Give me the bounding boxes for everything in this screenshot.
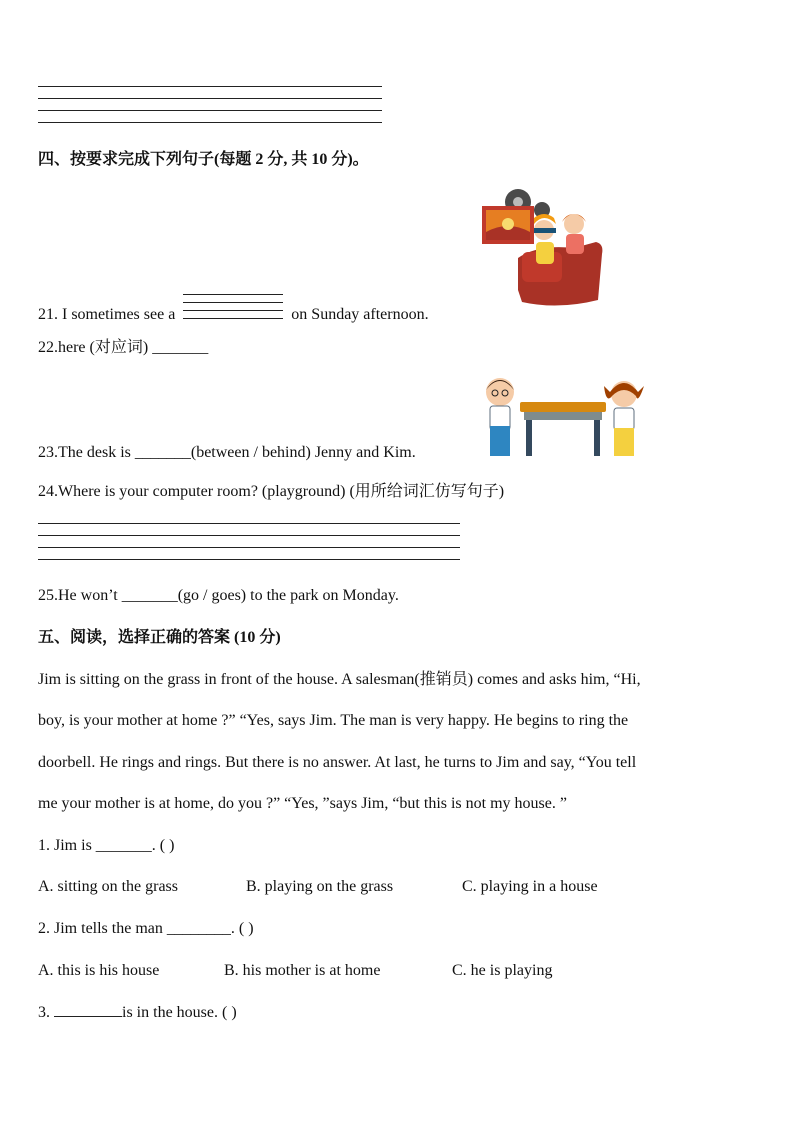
section5-heading: 五、阅读，选择正确的答案 (10 分) [38,629,281,646]
q21-text-before: 21. I sometimes see a [38,306,176,323]
passage-line-1: Jim is sitting on the grass in front of the house. A salesman(推销员) comes and asks him, “Hi, [38,671,641,688]
passage-line-4: me your mother is at home, do you ?” “Yes, ”says Jim, “but this is not my house. ” [38,795,567,812]
passage-line-3: doorbell. He rings and rings. But there is no answer. At last, he turns to Jim and say, “You tell [38,754,637,771]
section4-heading: 四、按要求完成下列句子(每题 2 分, 共 10 分)。 [38,151,369,168]
mc-question-3 [38,1002,237,1023]
q24-writing-lines[interactable] [38,523,460,563]
q1-option-c[interactable]: C. playing in a house [462,878,598,895]
q21-text-after: on Sunday afternoon. [291,306,429,323]
desk-illustration [478,374,650,462]
question-23: 23.The desk is _______(between / behind) Jenny and Kim. [38,444,416,461]
passage-line-2: boy, is your mother at home ?” “Yes, says Jim. The man is very happy. He begins to ring the [38,712,629,729]
q1-option-a[interactable]: A. sitting on the grass [38,878,178,895]
q3-text: is in the house. ( ) [122,1004,237,1021]
q2-option-c[interactable]: C. he is playing [452,962,553,979]
mc-question-1: 1. Jim is _______. ( ) [38,837,175,854]
top-writing-lines[interactable] [38,86,382,126]
q3-answer-blank[interactable] [54,1002,122,1017]
q1-option-b[interactable]: B. playing on the grass [246,878,394,895]
q2-option-a[interactable]: A. this is his house [38,962,160,979]
q3-number: 3. [38,1004,50,1021]
question-22: 22.here (对应词) _______ [38,339,209,356]
question-25: 25.He won’t _______(go / goes) to the park on Monday. [38,587,399,604]
cinema-illustration [478,186,606,312]
q21-answer-blank[interactable] [183,294,283,322]
question-24: 24.Where is your computer room? (playground) (用所给词汇仿写句子) [38,483,505,500]
question-21 [38,294,429,325]
mc-question-2: 2. Jim tells the man ________. ( ) [38,920,254,937]
q2-option-b[interactable]: B. his mother is at home [224,962,381,979]
